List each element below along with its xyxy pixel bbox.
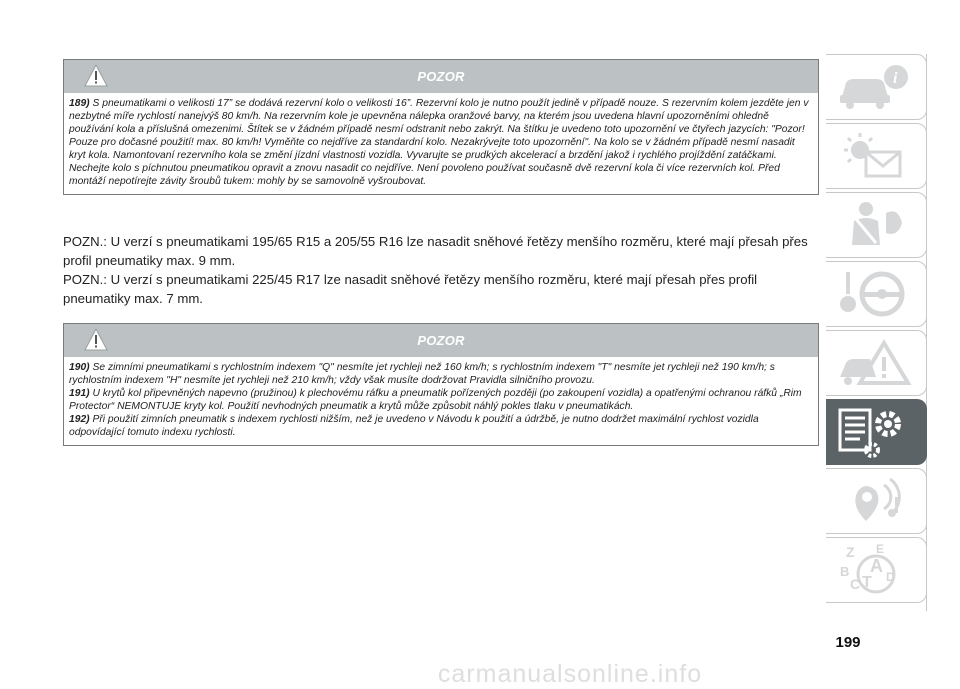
tab-maintenance[interactable]: [826, 399, 927, 465]
emergency-triangle-icon: [836, 337, 916, 389]
tab-starting-driving[interactable]: [826, 261, 927, 327]
note-paragraph: POZN.: U verzí s pneumatikami 225/45 R17 lze nasadit sněhové řetězy menšího rozměru, které mají přesah přes profil pneumatiky max. 7 mm.: [63, 272, 758, 306]
warning-body: [64, 357, 818, 445]
tab-safety[interactable]: [826, 192, 927, 258]
car-info-icon: [836, 61, 916, 113]
tab-dashboard-lights[interactable]: [826, 123, 927, 189]
warning-title: POZOR: [417, 69, 465, 84]
seatbelt-airbag-icon: [836, 199, 916, 251]
warning-body: [64, 93, 818, 194]
index-letter: B: [840, 564, 850, 579]
warning-item-number: 191): [69, 388, 90, 399]
warning-item: [69, 97, 813, 188]
index-letter: E: [876, 542, 885, 556]
index-letter: A: [870, 556, 883, 576]
maintenance-gear-list-icon: [836, 406, 916, 458]
watermark: carmanualsonline.info: [437, 660, 703, 688]
tab-emergency[interactable]: [826, 330, 927, 396]
warning-item-text: U krytů kol připevněných napevno (pružinou) k plechovému ráfku a pneumatik pořízených později (po zakoupení vozidla) a opatřenými ochranou ráfků „Rim Protector“ NEMONTUJE kryty kol. Použití nevhodných pneumatik a krytů může způsobit náhlý pokles tlaku v pneumatikách.: [69, 388, 802, 412]
steering-key-icon: [836, 268, 916, 320]
svg-text:i: i: [893, 70, 898, 87]
index-letter: C: [850, 576, 861, 592]
warning-item-text: S pneumatikami o velikosti 17” se dodává rezervní kolo o velikosti 16”. Rezervní kolo je nutno použít jedině v případě nouze. S rezervním kolem jezděte jen v nezbytné míře rychlostí nanejvýš 80 km/h. Na rezervním kole je upevněna nálepka oranžové barvy, na kterém jsou uvedena hlavní upozorněními ohledně používání kola a příslušná omezenimi. Štítek se v žádném případě nesmí odstranit nebo zakrýt. Na štítku je uvedeno toto upozornění ve čtyřech jazycích: "Pozor! Pouze pro dočasné použití! max. 80 km/h! Vyměňte co nejdříve za standardní kolo. Nezakrývejte toto upozornění". Na kolo se v žádném případě nesmí nasadit kryt kola. Namontovaní rezervního kola se změní jízdní vlastnosti vozidla. Vyvarujte se prudkých akcelerací a brzdění jakož i rychlého projíždění zatáčkami. Nechejte kolo s píchnutou pneumatikou opravit a znovu nasadit co nejdříve. Není povoleno používat současně dvě rezervní kola či více rezervních kol. Před montáží nepotírejte závity šroubů tukem: mohly by se samovolně vyšroubovat.: [69, 98, 809, 187]
page-number: 199: [835, 634, 861, 651]
dashboard-lights-icon: [836, 130, 916, 182]
tab-multimedia[interactable]: [826, 468, 927, 534]
warning-header: [64, 324, 818, 357]
index-letter: D: [886, 570, 895, 584]
warning-box-190-192: [63, 323, 819, 446]
warning-header: [64, 60, 818, 93]
warning-title: POZOR: [417, 333, 465, 348]
warning-item-number: 189): [69, 98, 90, 109]
tab-index[interactable]: [826, 537, 927, 603]
notes-block: [63, 232, 823, 308]
index-letter: Z: [846, 544, 855, 560]
multimedia-icon: [836, 475, 916, 527]
tab-car-info[interactable]: [826, 54, 927, 120]
warning-box-189: [63, 59, 819, 195]
warning-item-number: 190): [69, 362, 90, 373]
warning-item: [69, 413, 813, 439]
warning-item-text: Při použití zimních pneumatik s indexem rychlosti nižším, než je uvedeno v Návodu k použití a údržbě, je nutno dodržet maximální rychlost vozidla odpovídající tomuto indexu rychlosti.: [69, 414, 759, 438]
warning-item: [69, 361, 813, 387]
warning-item: [69, 387, 813, 413]
warning-item-number: 192): [69, 414, 90, 425]
index-letter: T: [862, 574, 872, 591]
warning-item-text: Se zimními pneumatikami s rychlostním indexem "Q" nesmíte jet rychleji než 160 km/h; s rychlostním indexem "T" nesmíte jet rychleji než 190 km/h; s rychlostním indexem "H" nesmíte jet rychleji než 210 km/h; vždy však musíte dodržovat Pravidla silničního provozu.: [69, 362, 775, 386]
note-paragraph: POZN.: U verzí s pneumatikami 195/65 R15 a 205/55 R16 lze nasadit sněhové řetězy menšího rozměru, které mají přesah přes profil pneumatiky max. 9 mm.: [63, 234, 808, 268]
